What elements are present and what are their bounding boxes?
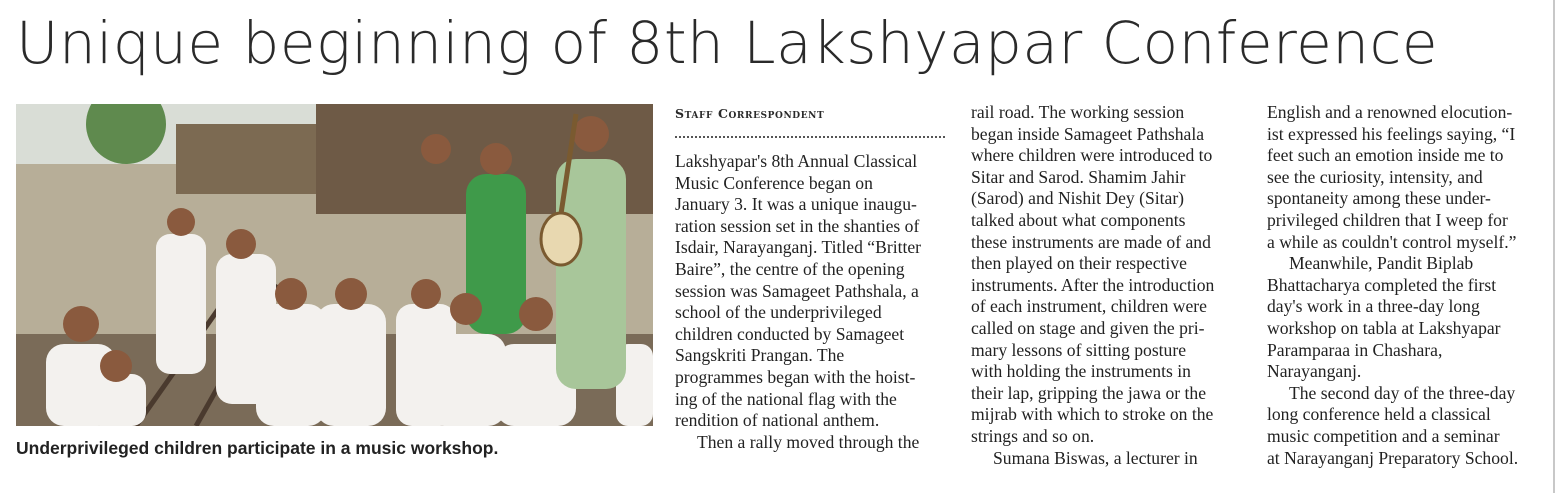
article-line: their lap, gripping the jawa or the [971,382,1206,403]
article-line: mary lessons of sitting posture [971,339,1187,360]
article-line: ration session set in the shanties of [675,215,920,236]
article-line: ing of the national flag with the [675,388,897,409]
article-line: privileged children that I weep for [1267,209,1508,230]
article-line: these instruments are made of and [971,231,1211,252]
article-line: where children were introduced to [971,145,1213,166]
news-photo [16,104,653,426]
byline: Staff Correspondent [675,106,825,121]
article-line: began inside Samageet Pathshala [971,123,1205,144]
article-line: instruments. After the introduction [971,274,1215,295]
article-line: ist expressed his feelings saying, “I [1267,123,1516,144]
article-line: Then a rally moved through the [697,431,920,452]
headline: Unique beginning of 8th Lakshyapar Conference [16,9,1439,77]
article-line: school of the underprivileged [675,302,882,323]
article-line: Meanwhile, Pandit Biplab [1289,253,1474,274]
article-line: Paramparaa in Chashara, [1267,339,1443,360]
article-line: Narayanganj. [1267,361,1362,382]
article-line: Sitar and Sarod. Shamim Jahir [971,166,1186,187]
article-line: Baire”, the centre of the opening [675,258,905,279]
byline-divider [675,136,945,138]
article-line: talked about what components [971,209,1186,230]
article-line: spontaneity among these under- [1267,188,1491,209]
article-line: rail road. The working session [971,102,1185,122]
article-line: at Narayanganj Preparatory School. [1267,447,1519,468]
article-column-3 [1267,102,1547,469]
article-line: workshop on tabla at Lakshyapar [1267,317,1501,338]
article-line: of each instrument, children were [971,296,1207,317]
article-line: programmes began with the hoist- [675,366,916,387]
article-line: music competition and a seminar [1267,425,1500,446]
article-line: called on stage and given the pri- [971,317,1205,338]
article-column-1 [675,151,950,453]
article-line: children conducted by Samageet [675,323,905,344]
article-line: Isdair, Narayanganj. Titled “Britter [675,237,922,258]
article-line: Sumana Biswas, a lecturer in [993,447,1198,468]
article-line: a while as couldn't control myself.” [1267,231,1517,252]
article-line: rendition of national anthem. [675,410,880,431]
page-edge-rule [1553,0,1555,493]
article-line: with holding the instruments in [971,361,1191,382]
article-line: day's work in a three-day long [1267,296,1480,317]
article-line: Music Conference began on [675,172,873,193]
photo-caption: Underprivileged children participate in a music workshop. [16,438,499,458]
article-line: feet such an emotion inside me to [1267,145,1504,166]
article-line: Sangskriti Prangan. The [675,345,845,366]
article-line: January 3. It was a unique inaugu- [675,194,917,215]
article-line: see the curiosity, intensity, and [1267,166,1483,187]
article-line: strings and so on. [971,425,1095,446]
article-line: The second day of the three-day [1289,382,1516,403]
article-line: (Sarod) and Nishit Dey (Sitar) [971,188,1185,209]
article-line: English and a renowned elocution- [1267,102,1513,122]
article-line: session was Samageet Pathshala, a [675,280,919,301]
article-line: long conference held a classical [1267,404,1491,425]
article-line: Lakshyapar's 8th Annual Classical [675,151,918,171]
article-line: mijrab with which to stroke on the [971,404,1214,425]
article-line: then played on their respective [971,253,1187,274]
article-line: Bhattacharya completed the first [1267,274,1497,295]
article-column-2 [971,102,1251,469]
